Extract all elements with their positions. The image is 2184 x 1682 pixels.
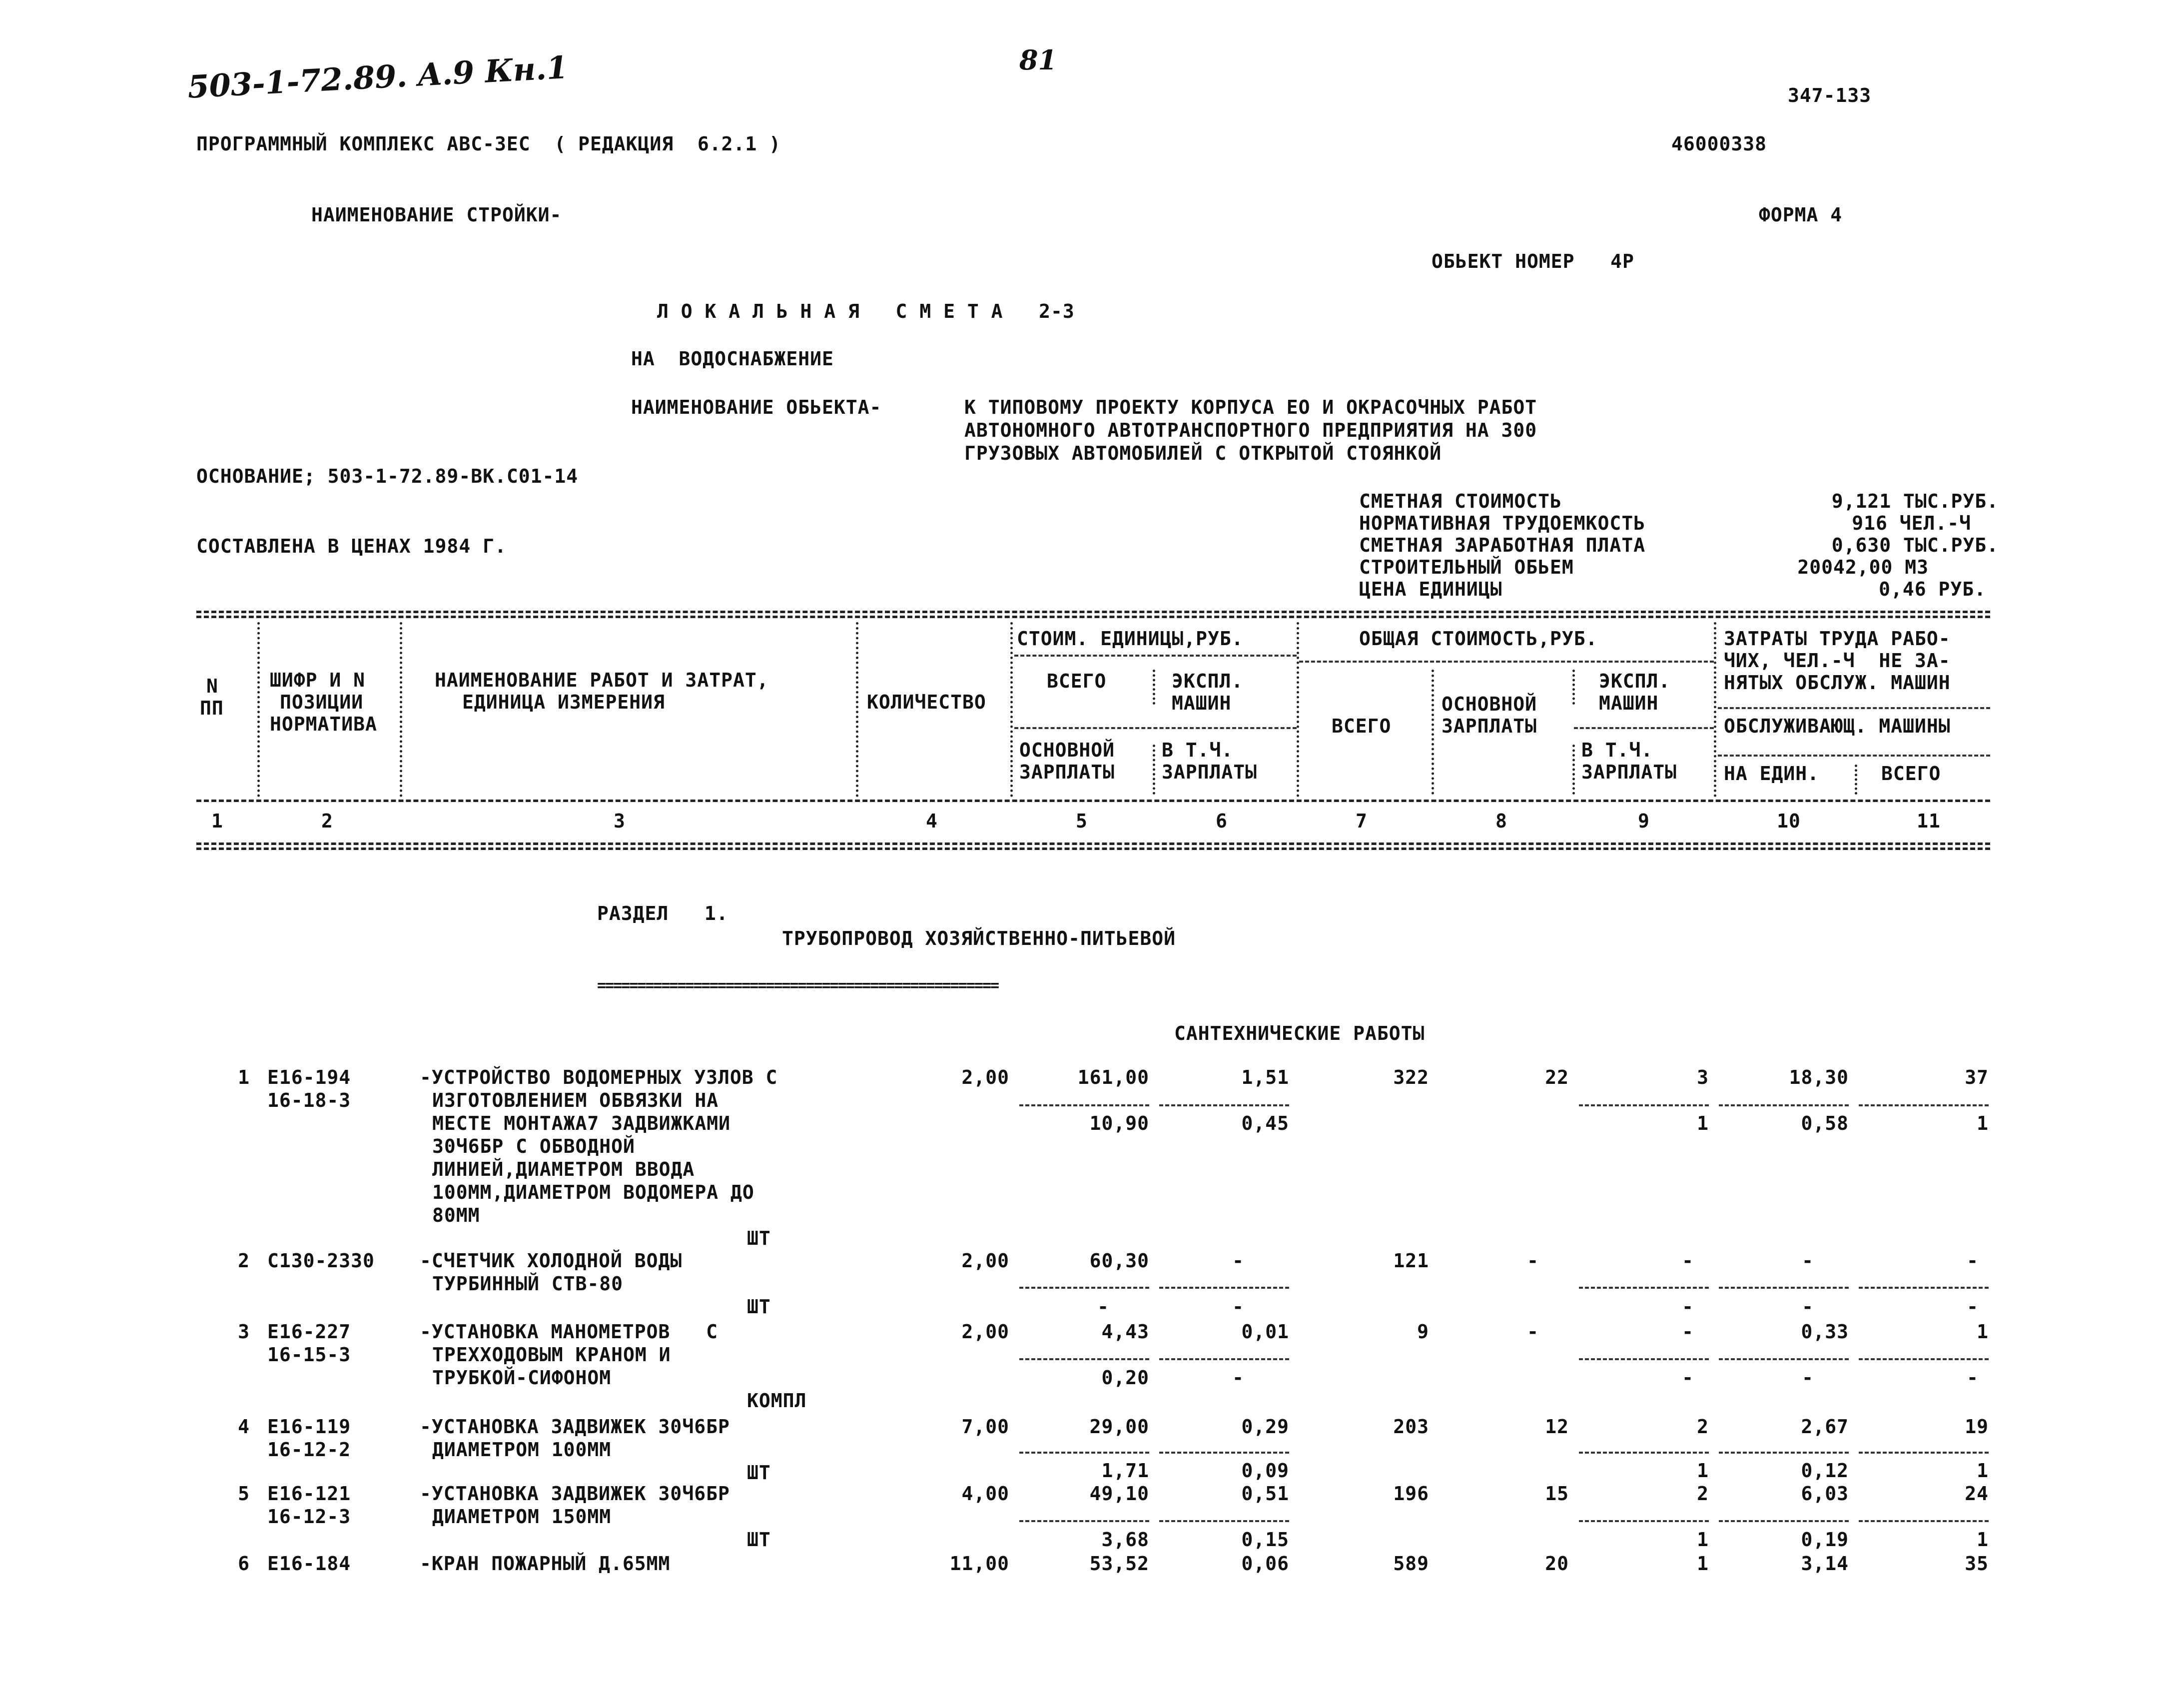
row-name: ТУРБИННЫЙ СТВ-80	[432, 1273, 624, 1295]
labor-header: ЧИХ, ЧЕЛ.-Ч НЕ ЗА-	[1724, 650, 1951, 672]
basis: ОСНОВАНИЕ; 503-1-72.89-ВК.С01-14	[196, 465, 579, 487]
row-total-base: 15	[1545, 1483, 1569, 1505]
doc-number: 46000338	[1671, 133, 1767, 155]
unit-cost-mach-header: ЭКСПЛ.	[1172, 670, 1244, 692]
row-unit-cost-mach: 0,51	[1241, 1483, 1289, 1505]
object-name-line-3: ГРУЗОВЫХ АВТОМОБИЛЕЙ С ОТКРЫТОЙ СТОЯНКОЙ	[964, 442, 1442, 464]
row-qty: 2,00	[961, 1321, 1009, 1343]
row-name: -СЧЕТЧИК ХОЛОДНОЙ ВОДЫ	[420, 1250, 683, 1272]
row-labor-serv-total: 1	[1977, 1112, 1989, 1134]
total-cost-incl-header: ЗАРПЛАТЫ	[1581, 761, 1677, 783]
summary-label: СМЕТНАЯ СТОИМОСТЬ	[1359, 490, 1562, 512]
col-number: 5	[1076, 810, 1088, 832]
row-qty: 11,00	[949, 1553, 1009, 1575]
unit-cost-base-header: ЗАРПЛАТЫ	[1019, 761, 1115, 783]
doc-code: 347-133	[1788, 84, 1872, 106]
section-name: ТРУБОПРОВОД ХОЗЯЙСТВЕННО-ПИТЬЕВОЙ	[782, 927, 1176, 949]
total-cost-incl-header: В Т.Ч.	[1581, 739, 1653, 761]
row-total-incl: 1	[1697, 1460, 1709, 1482]
row-unit-cost-mach: 1,51	[1241, 1066, 1289, 1088]
row-name: ТРЕХХОДОВЫМ КРАНОМ И	[432, 1344, 671, 1366]
row-total-mach: 2	[1697, 1416, 1709, 1438]
row-code: 16-12-2	[267, 1439, 351, 1461]
row-unit-cost-incl: 0,09	[1241, 1460, 1289, 1482]
col-number: 8	[1495, 810, 1507, 832]
row-qty: 7,00	[961, 1416, 1009, 1438]
row-unit-cost-incl: 0,45	[1241, 1112, 1289, 1134]
row-number: 3	[238, 1321, 250, 1343]
row-total-base: -	[1527, 1250, 1539, 1272]
col-number: 11	[1917, 810, 1941, 832]
row-code: С130-2330	[267, 1250, 375, 1272]
summary-value: 916 ЧЕЛ.-Ч	[1852, 512, 1971, 534]
page-subtitle: НА ВОДОСНАБЖЕНИЕ	[631, 348, 834, 370]
total-cost-mach-header: МАШИН	[1599, 692, 1659, 714]
col-number: 9	[1638, 810, 1650, 832]
summary-value: 0,46 РУБ.	[1879, 578, 1986, 600]
row-labor-serv-unit: 0,12	[1801, 1460, 1849, 1482]
price-basis: СОСТАВЛЕНА В ЦЕНАХ 1984 Г.	[196, 535, 507, 557]
row-labor-unit: 0,33	[1801, 1321, 1849, 1343]
col-name-header: ЕДИНИЦА ИЗМЕРЕНИЯ	[462, 691, 665, 713]
row-total: 589	[1393, 1553, 1429, 1575]
total-cost-header: ОБЩАЯ СТОИМОСТЬ,РУБ.	[1359, 628, 1598, 650]
object-name-line-2: АВТОНОМНОГО АВТОТРАНСПОРТНОГО ПРЕДПРИЯТИЯ НА 300	[964, 419, 1537, 441]
object-label: НАИМЕНОВАНИЕ ОБЬЕКТА-	[631, 396, 882, 418]
row-total-mach: 3	[1697, 1066, 1709, 1088]
object-name-line-1: К ТИПОВОМУ ПРОЕКТУ КОРПУСА ЕО И ОКРАСОЧНЫХ РАБОТ	[964, 396, 1537, 418]
row-total: 203	[1393, 1416, 1429, 1438]
row-labor-total: 19	[1965, 1416, 1989, 1438]
row-number: 1	[238, 1066, 250, 1088]
row-labor-serv-total: 1	[1977, 1460, 1989, 1482]
summary-label: СТРОИТЕЛЬНЫЙ ОБЬЕМ	[1359, 556, 1574, 578]
row-name: -УСТАНОВКА ЗАДВИЖЕК 30Ч6БР	[420, 1483, 730, 1505]
total-cost-base-header: ЗАРПЛАТЫ	[1442, 715, 1537, 737]
row-unit: ШТ	[747, 1227, 771, 1249]
row-labor-total: 1	[1977, 1321, 1989, 1343]
works-heading: САНТЕХНИЧЕСКИЕ РАБОТЫ	[1174, 1022, 1425, 1044]
row-name: -УСТАНОВКА ЗАДВИЖЕК 30Ч6БР	[420, 1416, 730, 1438]
row-unit-cost-base: -	[1097, 1296, 1109, 1318]
row-name: ИЗГОТОВЛЕНИЕМ ОБВЯЗКИ НА	[432, 1089, 719, 1111]
row-labor-unit: 2,67	[1801, 1416, 1849, 1438]
row-qty: 2,00	[961, 1250, 1009, 1272]
row-labor-total: -	[1967, 1250, 1979, 1272]
row-total-base: 22	[1545, 1066, 1569, 1088]
row-code: Е16-121	[267, 1483, 351, 1505]
col-name-header: НАИМЕНОВАНИЕ РАБОТ И ЗАТРАТ,	[435, 669, 769, 691]
col-number: 3	[614, 810, 626, 832]
labor-unit-header: НА ЕДИН.	[1724, 763, 1820, 785]
row-labor-unit: 3,14	[1801, 1553, 1849, 1575]
page-title: Л О К А Л Ь Н А Я С М Е Т А 2-3	[657, 300, 1075, 322]
row-unit: ШТ	[747, 1529, 771, 1551]
row-code: Е16-184	[267, 1553, 351, 1575]
row-labor-unit: -	[1802, 1250, 1814, 1272]
row-qty: 4,00	[961, 1483, 1009, 1505]
section-divider: ==================================================	[597, 977, 999, 994]
row-labor-unit: 18,30	[1789, 1066, 1849, 1088]
row-name: -КРАН ПОЖАРНЫЙ Д.65ММ	[420, 1553, 671, 1575]
row-name: ДИАМЕТРОМ 150ММ	[432, 1506, 612, 1528]
row-code: Е16-119	[267, 1416, 351, 1438]
unit-cost-incl-header: В Т.Ч.	[1162, 739, 1234, 761]
row-unit-cost-incl: -	[1232, 1367, 1244, 1389]
row-total: 121	[1393, 1250, 1429, 1272]
row-total-base: 20	[1545, 1553, 1569, 1575]
summary-label: ЦЕНА ЕДИНИЦЫ	[1359, 578, 1502, 600]
row-code: 16-18-3	[267, 1089, 351, 1111]
row-labor-total: 37	[1965, 1066, 1989, 1088]
section-label: РАЗДЕЛ 1.	[597, 902, 728, 924]
row-code: 16-15-3	[267, 1344, 351, 1366]
row-total-incl: -	[1682, 1296, 1694, 1318]
row-unit: КОМПЛ	[747, 1390, 807, 1412]
row-labor-serv-unit: -	[1802, 1367, 1814, 1389]
row-unit-cost-total: 53,52	[1089, 1553, 1149, 1575]
row-labor-serv-total: -	[1967, 1296, 1979, 1318]
row-name: -УСТРОЙСТВО ВОДОМЕРНЫХ УЗЛОВ С	[420, 1066, 778, 1088]
row-qty: 2,00	[961, 1066, 1009, 1088]
row-total: 196	[1393, 1483, 1429, 1505]
summary-label: СМЕТНАЯ ЗАРАБОТНАЯ ПЛАТА	[1359, 534, 1646, 556]
row-unit-cost-incl: -	[1232, 1296, 1244, 1318]
total-cost-mach-header: ЭКСПЛ.	[1599, 670, 1671, 692]
row-unit-cost-mach: 0,06	[1241, 1553, 1289, 1575]
row-labor-total: 35	[1965, 1553, 1989, 1575]
row-unit-cost-mach: -	[1232, 1250, 1244, 1272]
row-total: 322	[1393, 1066, 1429, 1088]
row-unit-cost-mach: 0,01	[1241, 1321, 1289, 1343]
row-unit-cost-total: 49,10	[1089, 1483, 1149, 1505]
row-code: Е16-194	[267, 1066, 351, 1088]
row-total-base: 12	[1545, 1416, 1569, 1438]
col-number: 6	[1216, 810, 1228, 832]
row-number: 2	[238, 1250, 250, 1272]
labor-header: ЗАТРАТЫ ТРУДА РАБО-	[1724, 628, 1951, 650]
summary-value: 0,630 ТЫС.РУБ.	[1831, 534, 1999, 556]
row-unit-cost-total: 29,00	[1089, 1416, 1149, 1438]
row-number: 6	[238, 1553, 250, 1575]
row-unit-cost-mach: 0,29	[1241, 1416, 1289, 1438]
row-unit-cost-incl: 0,15	[1241, 1529, 1289, 1551]
col-number: 2	[321, 810, 333, 832]
col-n-header: ПП	[200, 697, 224, 719]
row-total-incl: 1	[1697, 1112, 1709, 1134]
row-name: ДИАМЕТРОМ 100ММ	[432, 1439, 612, 1461]
col-number: 10	[1777, 810, 1801, 832]
row-unit-cost-total: 60,30	[1089, 1250, 1149, 1272]
row-number: 5	[238, 1483, 250, 1505]
row-unit-cost-total: 161,00	[1077, 1066, 1149, 1088]
row-name: ЛИНИЕЙ,ДИАМЕТРОМ ВВОДА	[432, 1158, 695, 1180]
col-number: 4	[926, 810, 938, 832]
col-code-header: НОРМАТИВА	[270, 713, 377, 735]
form-label: ФОРМА 4	[1759, 204, 1843, 226]
row-labor-unit: 6,03	[1801, 1483, 1849, 1505]
unit-cost-mach-header: МАШИН	[1172, 692, 1232, 714]
row-unit-cost-total: 4,43	[1101, 1321, 1149, 1343]
handwritten-reference: 503-1-72.89. A.9 Кн.1	[186, 49, 569, 105]
row-name: 30Ч6БР С ОБВОДНОЙ	[432, 1135, 635, 1157]
col-number: 1	[211, 810, 223, 832]
page-number: 81	[1019, 44, 1057, 76]
row-unit: ШТ	[747, 1462, 771, 1484]
labor-total-header: ВСЕГО	[1881, 763, 1941, 785]
unit-cost-incl-header: ЗАРПЛАТЫ	[1162, 761, 1258, 783]
row-name: МЕСТЕ МОНТАЖА7 ЗАДВИЖКАМИ	[432, 1112, 730, 1134]
col-qty-header: КОЛИЧЕСТВО	[867, 691, 986, 713]
row-unit: ШТ	[747, 1296, 771, 1318]
row-unit-cost-base: 0,20	[1101, 1367, 1149, 1389]
summary-value: 20042,00 М3	[1797, 556, 1929, 578]
object-number: ОБЬЕКТ НОМЕР 4Р	[1432, 250, 1634, 272]
col-number: 7	[1356, 810, 1368, 832]
row-total-mach: 1	[1697, 1553, 1709, 1575]
row-total-mach: -	[1682, 1321, 1694, 1343]
labor-serv-header: ОБСЛУЖИВАЮЩ. МАШИНЫ	[1724, 715, 1951, 737]
row-name: 100ММ,ДИАМЕТРОМ ВОДОМЕРА ДО	[432, 1181, 754, 1203]
construction-label: НАИМЕНОВАНИЕ СТРОЙКИ-	[311, 204, 562, 226]
row-unit-cost-base: 1,71	[1101, 1460, 1149, 1482]
total-cost-base-header: ОСНОВНОЙ	[1442, 693, 1537, 715]
row-unit-cost-base: 3,68	[1101, 1529, 1149, 1551]
unit-cost-base-header: ОСНОВНОЙ	[1019, 739, 1115, 761]
row-labor-serv-unit: 0,58	[1801, 1112, 1849, 1134]
summary-value: 9,121 ТЫС.РУБ.	[1831, 490, 1999, 512]
row-unit-cost-base: 10,90	[1089, 1112, 1149, 1134]
row-labor-serv-unit: -	[1802, 1296, 1814, 1318]
row-name: ТРУБКОЙ-СИФОНОМ	[432, 1367, 612, 1389]
row-total: 9	[1417, 1321, 1429, 1343]
row-name: -УСТАНОВКА МАНОМЕТРОВ С	[420, 1321, 718, 1343]
row-labor-serv-total: -	[1967, 1367, 1979, 1389]
row-code: 16-12-3	[267, 1506, 351, 1528]
total-cost-total-header: ВСЕГО	[1332, 715, 1392, 737]
unit-cost-total-header: ВСЕГО	[1047, 670, 1107, 692]
col-code-header: ШИФР И N	[270, 669, 366, 691]
unit-cost-header: СТОИМ. ЕДИНИЦЫ,РУБ.	[1017, 628, 1244, 650]
summary-label: НОРМАТИВНАЯ ТРУДОЕМКОСТЬ	[1359, 512, 1646, 534]
row-total-base: -	[1527, 1321, 1539, 1343]
row-labor-serv-unit: 0,19	[1801, 1529, 1849, 1551]
row-labor-serv-total: 1	[1977, 1529, 1989, 1551]
row-total-mach: -	[1682, 1250, 1694, 1272]
row-number: 4	[238, 1416, 250, 1438]
row-labor-total: 24	[1965, 1483, 1989, 1505]
row-total-incl: 1	[1697, 1529, 1709, 1551]
col-n-header: N	[206, 675, 218, 697]
row-code: Е16-227	[267, 1321, 351, 1343]
labor-header: НЯТЫХ ОБСЛУЖ. МАШИН	[1724, 672, 1951, 694]
col-code-header: ПОЗИЦИИ	[280, 691, 364, 713]
row-total-incl: -	[1682, 1367, 1694, 1389]
row-name: 80ММ	[432, 1204, 480, 1226]
program-name: ПРОГРАММНЫЙ КОМПЛЕКС АВС-ЗЕС ( РЕДАКЦИЯ 6.2.1 )	[196, 133, 781, 155]
row-total-mach: 2	[1697, 1483, 1709, 1505]
